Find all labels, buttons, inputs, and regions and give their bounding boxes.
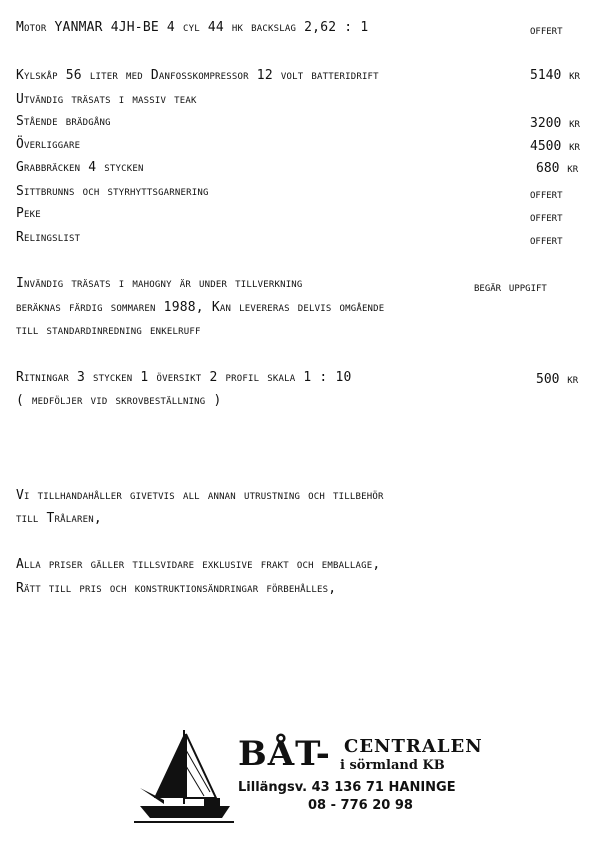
interior-line1: Invändig träsats i mahogny är under tillverkning	[16, 276, 303, 291]
item-peke-price: offert	[530, 210, 563, 225]
drawings-line2: ( medföljer vid skrovbeställning )	[16, 393, 222, 408]
item-grabrails: Grabbräcken 4 stycken	[16, 160, 144, 175]
drawings-line1: Ritningar 3 stycken 1 översikt 2 profil skala 1 : 10	[16, 370, 352, 385]
notes-line4: Rätt till pris och konstruktionsändringar förbehålles,	[16, 581, 337, 596]
item-cockpit-price: offert	[530, 187, 563, 202]
notes-line3: Alla priser gäller tillsvidare exklusive frakt och emballage,	[16, 557, 381, 572]
item-railing-price: offert	[530, 233, 563, 248]
item-overhang-price: 4500 kr	[530, 139, 580, 154]
logo-title: BÅT-	[238, 734, 331, 774]
item-teak-set: Utvändig träsats i massiv teak	[16, 92, 197, 107]
interior-price: begär uppgift	[474, 280, 547, 295]
item-grabrails-price: 680 kr	[536, 161, 579, 176]
notes-line2: till Trålaren,	[16, 511, 102, 526]
item-overhang: Överliggare	[16, 137, 81, 152]
item-fridge: Kylskåp 56 liter med Danfosskompressor 12 volt batteridrift	[16, 68, 379, 83]
sailboat-icon	[134, 726, 234, 826]
company-logo	[128, 720, 498, 830]
item-motor-price: offert	[530, 23, 563, 38]
drawings-price: 500 kr	[536, 372, 579, 387]
notes-line1: Vi tillhandahåller givetvis all annan utrustning och tillbehör	[16, 488, 384, 503]
logo-sormland: i sörmland KB	[340, 758, 445, 773]
item-cockpit: Sittbrunns och styrhyttsgarnering	[16, 184, 209, 199]
item-peke: Peke	[16, 206, 41, 221]
logo-address: Lillängsv. 43 136 71 HANINGE	[238, 780, 456, 795]
item-railing: Relingslist	[16, 230, 81, 245]
interior-line2: beräknas färdig sommaren 1988, Kan levereras delvis omgående	[16, 300, 385, 315]
item-board: Stående brädgång	[16, 114, 111, 129]
item-fridge-price: 5140 kr	[530, 68, 580, 83]
logo-centralen: CENTRALEN	[344, 736, 483, 757]
item-board-price: 3200 kr	[530, 116, 580, 131]
item-motor: Motor YANMAR 4JH-BE 4 cyl 44 hk backslag 2,62 : 1	[16, 20, 369, 35]
interior-line3: till standardinredning enkelruff	[16, 323, 201, 338]
logo-phone: 08 - 776 20 98	[308, 798, 413, 813]
